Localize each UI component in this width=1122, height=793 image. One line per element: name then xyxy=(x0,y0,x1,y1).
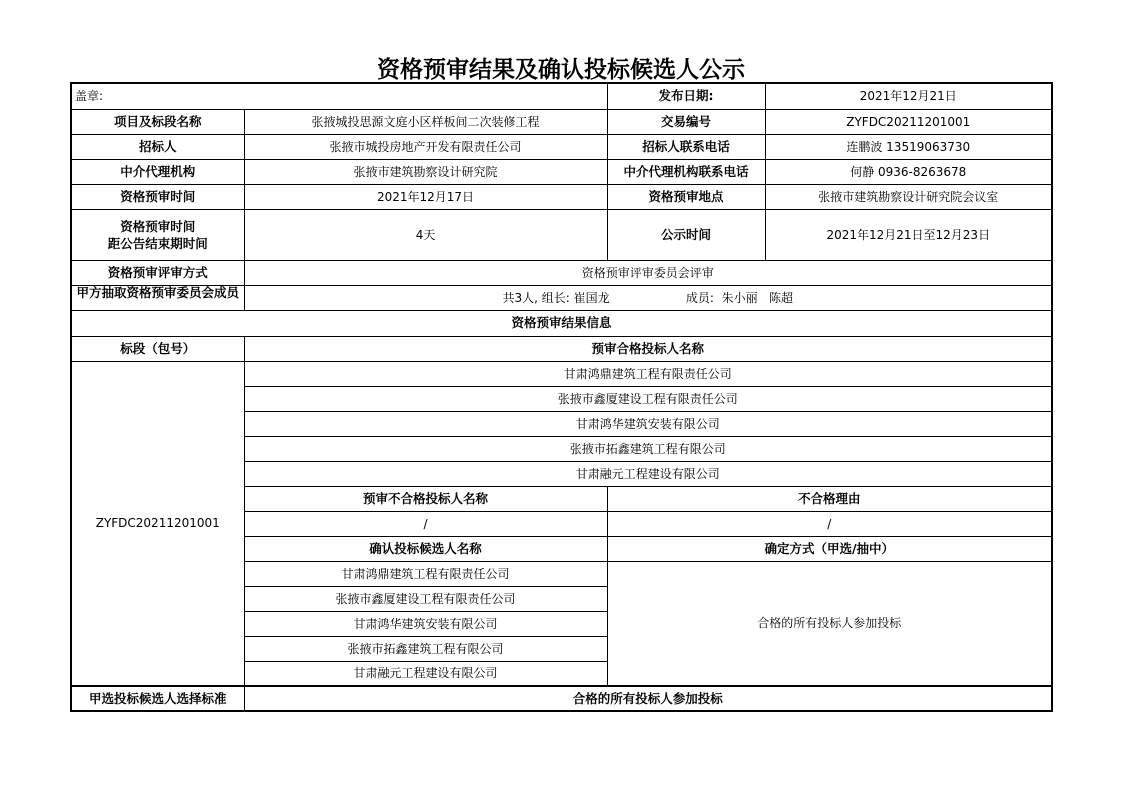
publicity-value: 2021年12月21日至12月23日 xyxy=(765,209,1052,260)
project-label: 项目及标段名称 xyxy=(71,109,244,134)
method-label: 资格预审评审方式 xyxy=(71,260,244,285)
agency-phone-value: 何静 0936-8263678 xyxy=(765,159,1052,184)
candidate-row-4: 张掖市拓鑫建筑工程有限公司 xyxy=(244,636,607,661)
candidate-row-2: 张掖市鑫厦建设工程有限责任公司 xyxy=(244,586,607,611)
candidate-row-3: 甘肃鸿华建筑安装有限公司 xyxy=(244,611,607,636)
prequal-time-label: 资格预审时间 xyxy=(71,184,244,209)
qualified-header: 预审合格投标人名称 xyxy=(244,336,1052,361)
trade-no-value: ZYFDC20211201001 xyxy=(765,109,1052,134)
trade-no-label: 交易编号 xyxy=(607,109,765,134)
seal-label: 盖章: xyxy=(71,83,607,109)
interval-label-line1: 资格预审时间 xyxy=(120,218,196,234)
results-section-title: 资格预审结果信息 xyxy=(71,310,1052,336)
qualified-row-5: 甘肃融元工程建设有限公司 xyxy=(244,461,1052,486)
tenderer-value: 张掖市城投房地产开发有限责任公司 xyxy=(244,134,607,159)
qualified-row-2: 张掖市鑫厦建设工程有限责任公司 xyxy=(244,386,1052,411)
interval-value: 4天 xyxy=(244,209,607,260)
qualified-row-1: 甘肃鸿鼎建筑工程有限责任公司 xyxy=(244,361,1052,386)
candidate-row-1: 甘肃鸿鼎建筑工程有限责任公司 xyxy=(244,561,607,586)
page-title: 资格预审结果及确认投标候选人公示 xyxy=(377,57,745,83)
tenderer-label: 招标人 xyxy=(71,134,244,159)
unqualified-reason-value: / xyxy=(607,511,1052,536)
interval-label xyxy=(71,209,244,260)
method-value: 资格预审评审委员会评审 xyxy=(244,260,1052,285)
unqualified-value: / xyxy=(244,511,607,536)
committee-value: 共3人, 组长: 崔国龙 成员: 朱小丽 陈超 xyxy=(244,285,1052,310)
publish-date-value: 2021年12月21日 xyxy=(765,83,1052,109)
interval-label-line2: 距公告结束期时间 xyxy=(107,235,208,251)
agency-phone-label: 中介代理机构联系电话 xyxy=(607,159,765,184)
criteria-value: 合格的所有投标人参加投标 xyxy=(244,686,1052,711)
candidates-header: 确认投标候选人名称 xyxy=(244,536,607,561)
tenderer-phone-value: 连鹏波 13519063730 xyxy=(765,134,1052,159)
lot-value: ZYFDC20211201001 xyxy=(71,361,244,686)
announcement-table xyxy=(70,82,1053,712)
project-value: 张掖城投思源文庭小区样板间二次装修工程 xyxy=(244,109,607,134)
criteria-label: 甲选投标候选人选择标准 xyxy=(71,686,244,711)
agency-label: 中介代理机构 xyxy=(71,159,244,184)
qualified-row-3: 甘肃鸿华建筑安装有限公司 xyxy=(244,411,1052,436)
determination-value: 合格的所有投标人参加投标 xyxy=(607,561,1052,686)
candidate-row-5: 甘肃融元工程建设有限公司 xyxy=(244,661,607,686)
publish-date-label: 发布日期: xyxy=(607,83,765,109)
prequal-time-value: 2021年12月17日 xyxy=(244,184,607,209)
committee-label xyxy=(71,285,244,310)
tenderer-phone-label: 招标人联系电话 xyxy=(607,134,765,159)
lot-header: 标段（包号） xyxy=(71,336,244,361)
unqualified-header: 预审不合格投标人名称 xyxy=(244,486,607,511)
agency-value: 张掖市建筑勘察设计研究院 xyxy=(244,159,607,184)
publicity-label: 公示时间 xyxy=(607,209,765,260)
determination-header: 确定方式（甲选/抽中） xyxy=(607,536,1052,561)
committee-label-text: 甲方抽取资格预审委员会成员 xyxy=(76,286,239,300)
prequal-place-label: 资格预审地点 xyxy=(607,184,765,209)
unqualified-reason-header: 不合格理由 xyxy=(607,486,1052,511)
prequal-place-value: 张掖市建筑勘察设计研究院会议室 xyxy=(765,184,1052,209)
qualified-row-4: 张掖市拓鑫建筑工程有限公司 xyxy=(244,436,1052,461)
